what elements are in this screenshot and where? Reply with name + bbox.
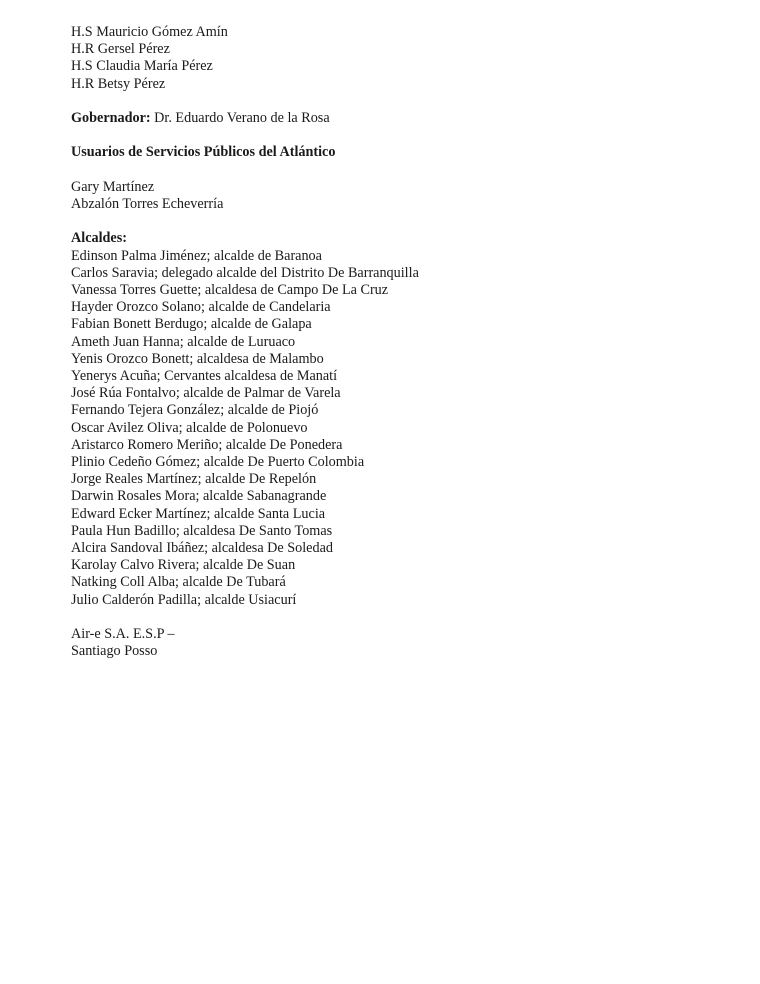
alcalde-line: Fernando Tejera González; alcalde de Piojó [71, 402, 319, 419]
alcalde-line: Carlos Saravia; delegado alcalde del Distrito De Barranquilla [71, 264, 419, 281]
alcalde-line: Edinson Palma Jiménez; alcalde de Baranoa [71, 247, 322, 264]
honorables-list [71, 24, 731, 93]
alcalde-line: Alcira Sandoval Ibáñez; alcaldesa De Soledad [71, 540, 333, 557]
alcalde-line: Edward Ecker Martínez; alcalde Santa Lucia [71, 505, 326, 522]
alcalde-line: Natking Coll Alba; alcalde De Tubará [71, 574, 286, 591]
alcalde-line: Yenerys Acuña; Cervantes alcaldesa de Manatí [71, 368, 338, 384]
document-page [71, 24, 731, 660]
honorable-line: H.R Gersel Pérez [71, 41, 170, 58]
honorable-line: H.R Betsy Pérez [71, 75, 166, 92]
alcalde-line: Vanessa Torres Guette; alcaldesa de Campo De La Cruz [71, 281, 389, 298]
usuarios-list [71, 179, 731, 213]
honorable-line: H.S Mauricio Gómez Amín [71, 24, 228, 40]
alcaldes-list [71, 248, 731, 609]
usuario-line: Gary Martínez [71, 178, 155, 195]
alcalde-line: Karolay Calvo Rivera; alcalde De Suan [71, 557, 296, 574]
spacer [71, 162, 731, 179]
gobernador-label: Gobernador: [71, 110, 151, 126]
alcalde-line: Oscar Avilez Oliva; alcalde de Polonuevo [71, 419, 308, 436]
alcalde-line: José Rúa Fontalvo; alcalde de Palmar de Varela [71, 385, 341, 402]
alcalde-line: Paula Hun Badillo; alcaldesa De Santo Tomas [71, 522, 333, 539]
alcalde-line: Aristarco Romero Meriño; alcalde De Ponedera [71, 436, 343, 453]
alcalde-line: Hayder Orozco Solano; alcalde de Candelaria [71, 299, 331, 316]
empresa-contact: Santiago Posso [71, 643, 158, 660]
alcalde-line: Yenis Orozco Bonett; alcaldesa de Malambo [71, 350, 324, 367]
empresa-name: Air-e S.A. E.S.P – [71, 626, 175, 643]
gobernador-line [71, 110, 731, 127]
gobernador-name: Dr. Eduardo Verano de la Rosa [150, 110, 330, 126]
alcalde-line: Fabian Bonett Berdugo; alcalde de Galapa [71, 316, 312, 333]
spacer [71, 609, 731, 626]
spacer [71, 93, 731, 110]
alcalde-line: Darwin Rosales Mora; alcalde Sabanagrande [71, 488, 327, 505]
spacer [71, 213, 731, 230]
usuario-line: Abzalón Torres Echeverría [71, 195, 224, 212]
alcaldes-heading: Alcaldes: [71, 230, 127, 247]
spacer [71, 127, 731, 144]
alcalde-line: Ameth Juan Hanna; alcalde de Luruaco [71, 333, 296, 350]
alcalde-line: Jorge Reales Martínez; alcalde De Repelón [71, 471, 317, 488]
alcalde-line: Julio Calderón Padilla; alcalde Usiacurí [71, 591, 297, 608]
usuarios-heading: Usuarios de Servicios Públicos del Atlántico [71, 144, 336, 161]
alcalde-line: Plinio Cedeño Gómez; alcalde De Puerto Colombia [71, 454, 365, 471]
honorable-line: H.S Claudia María Pérez [71, 58, 213, 75]
